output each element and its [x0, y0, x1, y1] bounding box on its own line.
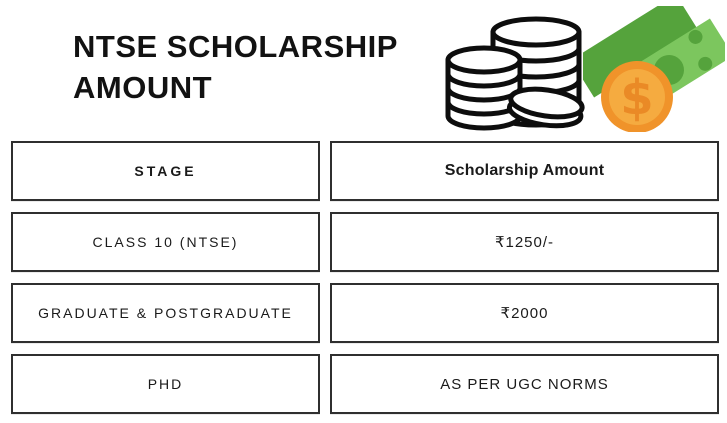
- table-row: [11, 212, 719, 272]
- table-row: [11, 354, 719, 414]
- scholarship-table: [11, 141, 719, 414]
- amount-column-header: Scholarship Amount: [330, 141, 719, 201]
- dollar-sign: $: [620, 70, 654, 126]
- amount-cell: ₹1250/-: [330, 212, 719, 272]
- table-header-row: [11, 141, 719, 201]
- amount-cell: ₹2000: [330, 283, 719, 343]
- stage-cell: GRADUATE & POSTGRADUATE: [11, 283, 320, 343]
- page-title: NTSE SCHOLARSHIP AMOUNT: [73, 29, 398, 105]
- money-banknotes-icon: [583, 6, 725, 132]
- dollar-coin-icon: [601, 61, 673, 132]
- coin-stack-icon: [444, 10, 586, 132]
- table-row: [11, 283, 719, 343]
- stage-cell: CLASS 10 (NTSE): [11, 212, 320, 272]
- amount-cell: AS PER UGC NORMS: [330, 354, 719, 414]
- stage-column-header: STAGE: [11, 141, 320, 201]
- stage-cell: PHD: [11, 354, 320, 414]
